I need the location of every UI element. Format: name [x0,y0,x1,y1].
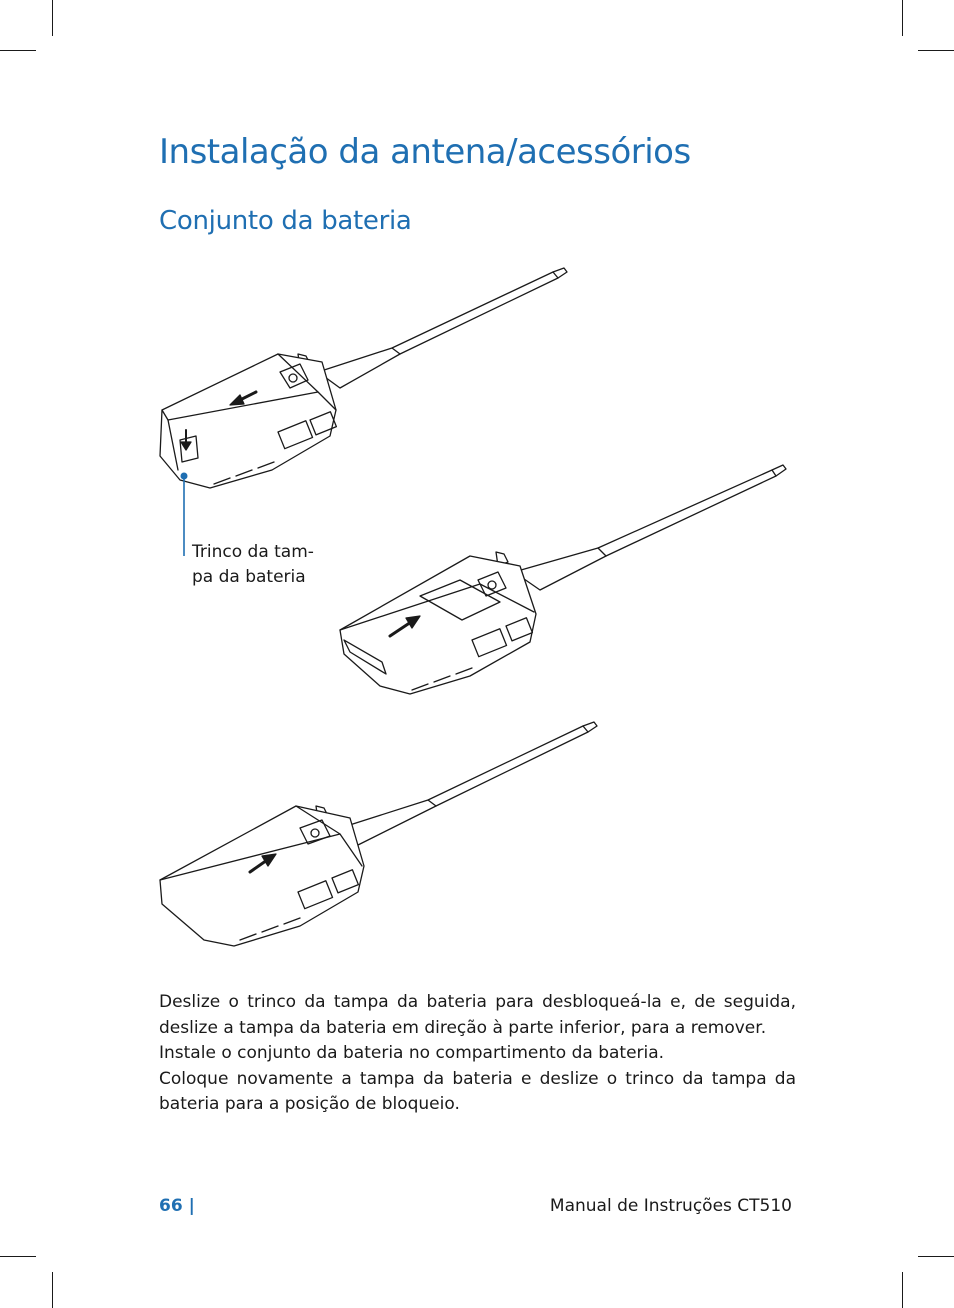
crop-mark [0,1256,36,1257]
crop-mark [918,1256,954,1257]
instruction-paragraph: Deslize o trinco da tampa da bateria para desbloqueá-la e, de seguida, deslize a tampa da bateria em direção à parte inferior, para a remover. [159,992,796,1038]
crop-mark [902,0,903,36]
battery-installation-illustration [0,250,954,970]
callout-line: pa da bateria [192,567,306,587]
crop-mark [918,50,954,51]
crop-mark [902,1272,903,1308]
instructions [159,990,796,1118]
section-title: Conjunto da bateria [159,206,412,236]
crop-mark [52,1272,53,1308]
manual-title: Manual de Instruções CT510 [549,1196,792,1216]
callout-line: Trinco da tam- [192,542,314,562]
radio-figure-2 [340,465,786,694]
crop-mark [52,0,53,36]
radio-figure-3 [160,722,597,946]
instruction-paragraph: Instale o conjunto da bateria no compartimento da bateria. [159,1043,665,1063]
page-title: Instalação da antena/acessórios [159,132,691,172]
battery-latch-callout [192,540,342,590]
callout-pointer [181,473,188,557]
instruction-paragraph: Coloque novamente a tampa da bateria e deslize o trinco da tampa da bateria para a posição de bloqueio. [159,1068,796,1114]
radio-figure-1 [160,268,567,488]
page-number: 66 | [159,1196,195,1216]
crop-mark [0,50,36,51]
